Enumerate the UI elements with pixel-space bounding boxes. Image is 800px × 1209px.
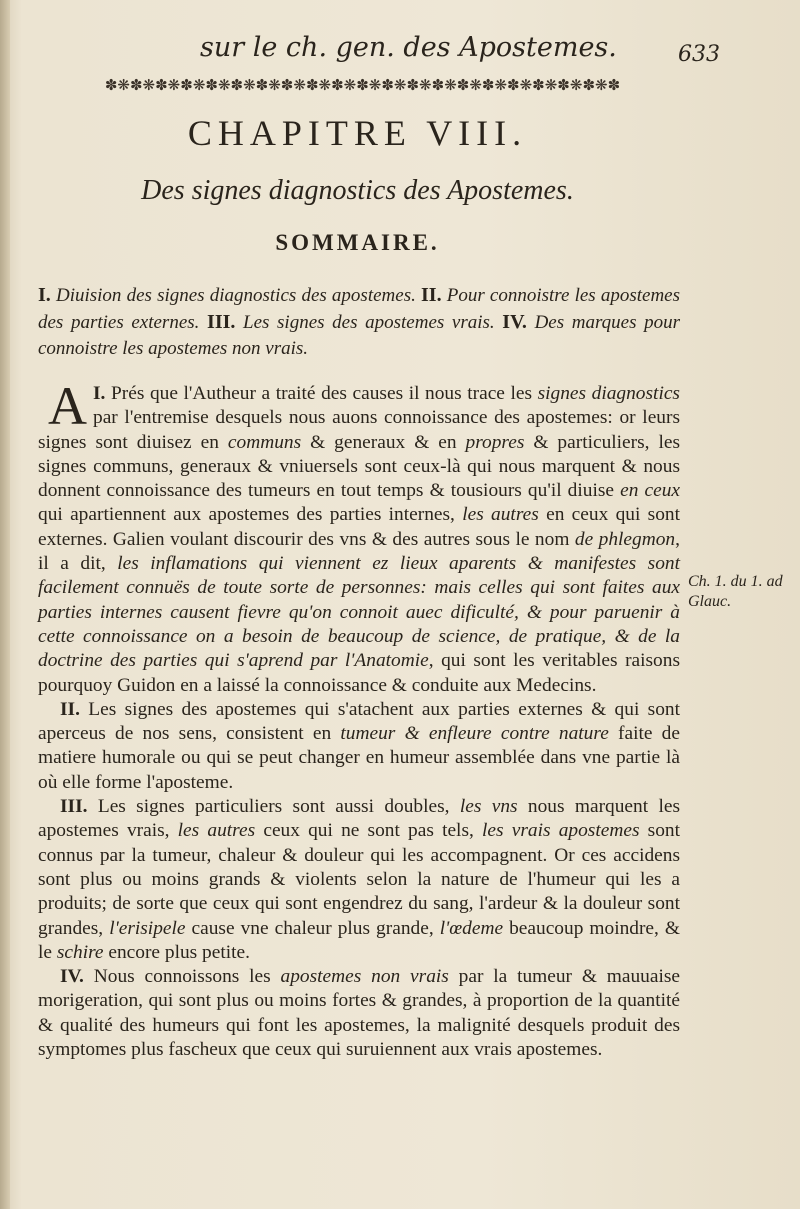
summary-item: I. Diuision des signes diagnostics des apostemes. — [38, 284, 416, 306]
text-segment: par l'entremise desquels nous auons connoissance des apostemes: or leurs signes sont diuisez en — [38, 407, 680, 453]
summary-item: II. Pour connoistre les apostemes des parties externes. — [38, 284, 681, 333]
summary-item: IV. Des marques pour connoistre les apostemes non vrais. — [38, 311, 680, 359]
summary-item: III. Les signes des apostemes vrais. — [207, 311, 495, 333]
text-segment: & generaux & en — [301, 431, 466, 453]
text-segment: communs — [227, 431, 302, 453]
running-head — [150, 32, 730, 72]
text-segment: par la tumeur & mauuaise morigeration, qui sont plus ou moins fortes & grandes, à proportion de la quantité & qualité des humeurs qui font les apostemes, la malignité desquels produit des symptomes plus fascheux que ceux qui suruiennent aux vrais apostemes. — [38, 966, 680, 1061]
text-segment: de phlegmon — [574, 528, 676, 550]
page-number: 633 — [678, 42, 720, 67]
text-segment: apostemes non vrais — [280, 966, 449, 988]
paragraph — [38, 965, 680, 1062]
chapter-subtitle: Des signes diagnostics des Apostemes. — [141, 175, 574, 206]
text-segment: Nous connoissons les — [93, 966, 281, 988]
text-segment: cause vne chaleur plus grande, — [185, 917, 440, 939]
text-segment: les vns — [459, 796, 518, 818]
ornament-band: ✽❋✽❋✽❋✽❋✽❋✽❋✽❋✽❋✽❋✽❋✽❋✽❋✽❋✽❋✽❋✽❋✽❋✽❋✽❋✽❋✽ — [104, 76, 621, 94]
text-segment: les inflamations qui viennent ez lieux aparents & manifestes sont facilement connuës de toute sorte de personnes: mais celles qui sont faites aux parties internes causent fievre qu'on connoit auec dificulté, & pour paruenir à cette connoissance on a besoin de beaucoup de science, de pratique, & de la doctrine des parties qui s'aprend par l'Anatomie — [38, 553, 680, 672]
paragraph-number: III. — [60, 796, 88, 818]
paragraph — [38, 698, 680, 795]
text-segment: les autres — [462, 504, 539, 526]
text-segment: Prés que l'Autheur a traité des causes il nous trace les — [110, 383, 538, 404]
text-segment: , qui sont les veritables raisons pourquoy Guidon en a laissé la connoissance & conduite aux Medecins. — [38, 650, 680, 696]
text-segment: beaucoup moindre, & le — [38, 917, 680, 963]
text-segment: sont connus par la tumeur, chaleur & douleur qui les accompagnent. Or ces accidens sont plus ou moins grands & violents selon la nature de l'humeur qui les a produits; de sorte que ceux qui sont engendrez du sang, l'ardeur & la douleur sont grandes, — [38, 820, 680, 939]
paragraph-number: II. — [60, 698, 80, 720]
text-segment: encore plus petite. — [103, 941, 250, 963]
drop-cap: A — [48, 376, 87, 436]
text-segment: schire — [56, 941, 104, 963]
summary-heading: SOMMAIRE. — [275, 230, 440, 255]
text-segment: l'erisipele — [109, 917, 186, 939]
body-text — [38, 376, 681, 1062]
text-segment: signes diagnostics — [537, 383, 680, 404]
text-segment: nous marquent les apostemes vrais, — [38, 796, 680, 842]
text-segment: en ceux qui sont externes. Galien voulant discourir des vns & des autres sous le nom — [38, 504, 680, 550]
margin-note: Ch. 1. du 1. ad Glauc. — [688, 573, 783, 610]
text-segment: les autres — [177, 820, 256, 842]
paragraph — [38, 376, 681, 698]
text-segment: l'œdeme — [439, 917, 504, 939]
running-title: sur le ch. gen. des Apostemes. — [200, 32, 617, 63]
text-segment: qui apartiennent aux apostemes des parties internes, — [38, 504, 463, 526]
text-segment: faite de matiere humorale ou qui se peut changer en humeur assemblée dans vne partie là où elle forme l'aposteme. — [38, 723, 680, 793]
text-segment: les vrais apostemes — [482, 820, 640, 842]
summary — [38, 282, 680, 362]
paragraph-number: I. — [93, 383, 106, 404]
chapter-title: CHAPITRE VIII. — [187, 113, 528, 153]
text-segment: tumeur & enfleure contre nature — [340, 723, 609, 745]
text-segment: , il a dit, — [38, 528, 680, 575]
paragraph — [38, 795, 680, 965]
text-segment: en ceux — [620, 480, 680, 502]
paragraph-number: IV. — [60, 966, 84, 988]
text-segment: propres — [465, 431, 525, 453]
text-segment: Les signes particuliers sont aussi doubles, — [97, 796, 460, 818]
text-segment: Les signes des apostemes qui s'atachent aux parties externes & qui sont aperceus de nos sens, consistent en — [38, 698, 680, 745]
text-segment: ceux qui ne sont pas tels, — [255, 820, 483, 842]
text-segment: & particuliers, les signes communs, generaux & vniuersels sont ceux-là qui nous marquent & nous donnent connoissance des tumeurs en tout temps & tousiours qu'il diuise — [38, 431, 681, 502]
